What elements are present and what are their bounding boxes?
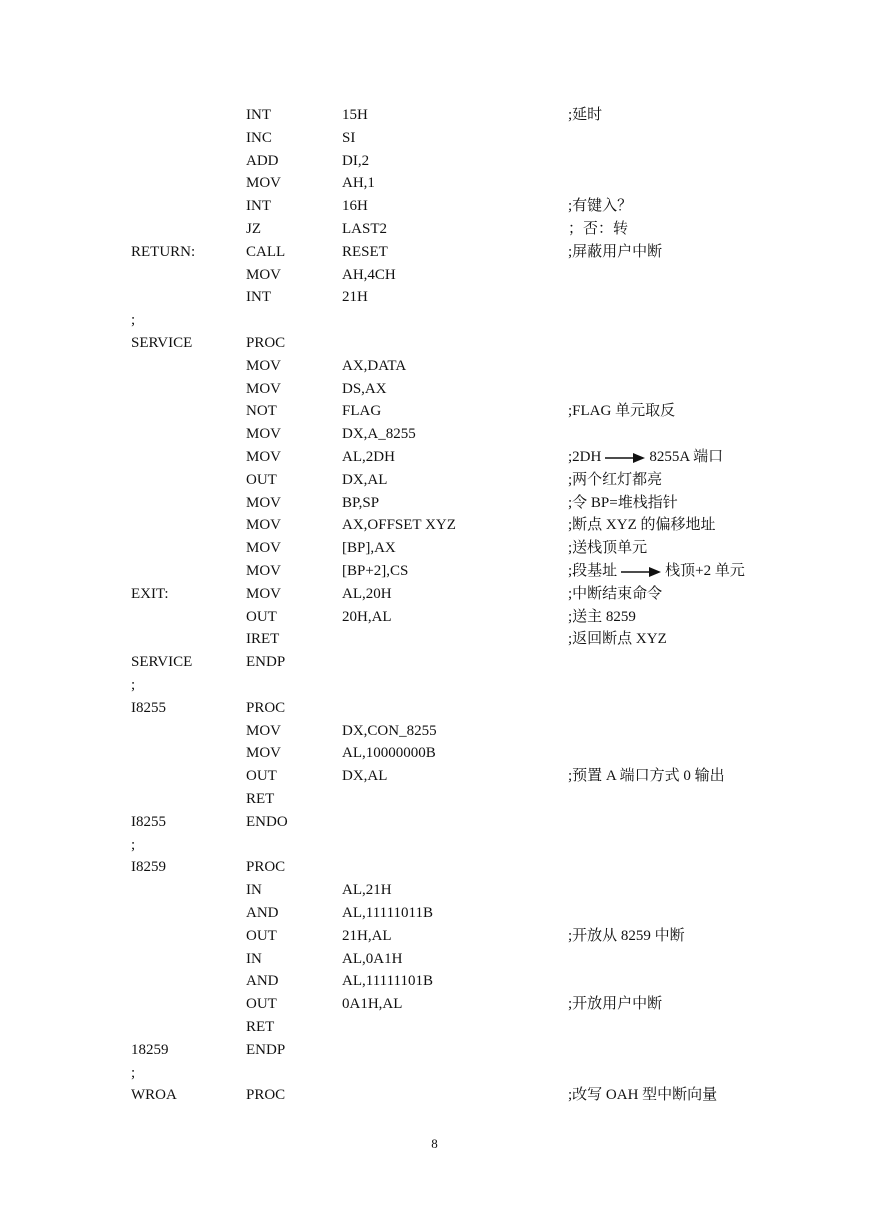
operand: 21H,AL — [342, 927, 392, 944]
comment-text-after: 栈顶+2 单元 — [665, 563, 745, 579]
code-line — [0, 993, 869, 1015]
opcode: OUT — [246, 608, 277, 625]
comment — [568, 218, 628, 240]
line-label: SERVICE — [131, 335, 193, 351]
code-line — [0, 286, 869, 308]
operand: LAST2 — [342, 221, 387, 237]
opcode: MOV — [246, 266, 282, 283]
comment-text: ;段基址 — [568, 563, 618, 579]
comment-text: ;FLAG 单元取反 — [568, 403, 676, 420]
line-label: ; — [131, 677, 136, 693]
opcode: INT — [246, 198, 271, 215]
comment-text: ;改写 OAH 型中断向量 — [568, 1087, 718, 1104]
operand: RESET — [342, 243, 388, 260]
line-label: 18259 — [131, 1041, 169, 1058]
code-line — [0, 1016, 869, 1038]
operand: AL,2DH — [342, 449, 395, 465]
code-line — [0, 492, 869, 514]
opcode: IN — [246, 882, 262, 899]
comment — [568, 537, 647, 559]
operand: BP,SP — [342, 494, 380, 511]
code-line — [0, 788, 869, 810]
comment — [568, 606, 636, 628]
code-line — [0, 742, 869, 764]
code-line — [0, 720, 869, 742]
code-line — [0, 560, 869, 582]
code-line — [0, 902, 869, 924]
comment — [568, 104, 602, 126]
code-line — [0, 1039, 869, 1061]
code-line — [0, 1084, 869, 1106]
code-line — [0, 970, 869, 992]
code-line — [0, 948, 869, 970]
operand: AH,1 — [342, 175, 375, 192]
code-line — [0, 514, 869, 536]
code-line — [0, 172, 869, 194]
code-line — [0, 104, 869, 126]
line-label: RETURN: — [131, 243, 196, 260]
opcode: PROC — [246, 1087, 286, 1104]
code-line — [0, 879, 869, 901]
comment — [568, 195, 632, 217]
opcode: MOV — [246, 585, 282, 602]
comment — [568, 925, 685, 947]
comment — [568, 560, 745, 582]
comment — [568, 241, 662, 263]
operand: AX,DATA — [342, 357, 407, 374]
opcode: AND — [246, 973, 279, 990]
comment-text: ;屏蔽用户中断 — [568, 243, 663, 260]
code-line — [0, 423, 869, 445]
line-label: SERVICE — [131, 654, 193, 671]
opcode: INT — [246, 107, 271, 123]
code-line — [0, 674, 869, 696]
code-line — [0, 811, 869, 833]
operand: AL,11111011B — [342, 905, 433, 921]
code-line — [0, 195, 869, 217]
opcode: AND — [246, 905, 279, 921]
operand: [BP+2],CS — [342, 563, 409, 579]
opcode: CALL — [246, 243, 286, 260]
operand: DI,2 — [342, 152, 370, 169]
code-line — [0, 765, 869, 787]
line-label: ; — [131, 1064, 136, 1081]
comment-text: ;2DH — [568, 449, 602, 465]
operand: 20H,AL — [342, 608, 392, 625]
comment-text: ;有键入？ — [568, 198, 633, 215]
operand: DX,AL — [342, 768, 388, 785]
comment — [568, 1084, 717, 1106]
opcode: JZ — [246, 221, 261, 237]
opcode: MOV — [246, 449, 282, 465]
comment-text: ;开放用户中断 — [568, 996, 663, 1013]
opcode: RET — [246, 1019, 275, 1035]
opcode: PROC — [246, 335, 286, 351]
comment-text: ;开放从 8259 中断 — [568, 927, 685, 944]
line-label: EXIT: — [131, 585, 169, 602]
comment-text: ；否：转 — [568, 221, 629, 237]
operand: AL,10000000B — [342, 745, 436, 762]
opcode: NOT — [246, 403, 277, 420]
operand: AL,20H — [342, 585, 392, 602]
code-line — [0, 606, 869, 628]
opcode: MOV — [246, 426, 282, 443]
operand: 21H — [342, 289, 368, 306]
opcode: PROC — [246, 859, 286, 876]
comment-text-after: 8255A 端口 — [649, 449, 724, 465]
comment — [568, 446, 723, 468]
code-line — [0, 400, 869, 422]
opcode: MOV — [246, 380, 282, 397]
code-line — [0, 697, 869, 719]
operand: 0A1H,AL — [342, 996, 403, 1013]
comment — [568, 765, 725, 787]
opcode: MOV — [246, 722, 282, 739]
operand: FLAG — [342, 403, 382, 420]
comment — [568, 492, 678, 514]
line-label: ; — [131, 312, 136, 329]
code-line — [0, 834, 869, 856]
opcode: MOV — [246, 494, 282, 511]
code-line — [0, 332, 869, 354]
code-line — [0, 856, 869, 878]
operand: AL,21H — [342, 882, 392, 899]
comment — [568, 514, 716, 536]
right-arrow-icon — [619, 566, 663, 578]
operand: AH,4CH — [342, 266, 396, 283]
code-line — [0, 537, 869, 559]
code-line — [0, 446, 869, 468]
operand: AL,0A1H — [342, 950, 403, 967]
opcode: INT — [246, 289, 271, 306]
operand: 15H — [342, 107, 368, 123]
comment — [568, 583, 662, 605]
code-line — [0, 150, 869, 172]
line-label: I8259 — [131, 859, 166, 876]
comment-text: ;返回断点 XYZ — [568, 631, 667, 648]
code-line — [0, 264, 869, 286]
code-line — [0, 241, 869, 263]
operand: DS,AX — [342, 380, 387, 397]
opcode: MOV — [246, 540, 282, 557]
code-line — [0, 127, 869, 149]
opcode: ENDP — [246, 1041, 286, 1058]
code-line — [0, 1062, 869, 1084]
opcode: PROC — [246, 699, 286, 716]
comment-text: ;送栈顶单元 — [568, 540, 648, 557]
operand: AX,OFFSET XYZ — [342, 517, 456, 534]
code-line — [0, 628, 869, 650]
opcode: IN — [246, 950, 262, 967]
comment-text: ;断点 XYZ 的偏移地址 — [568, 517, 716, 534]
opcode: OUT — [246, 927, 277, 944]
opcode: MOV — [246, 517, 282, 534]
opcode: OUT — [246, 996, 277, 1013]
line-label: I8255 — [131, 699, 166, 716]
operand: SI — [342, 129, 356, 146]
comment-text: ;预置 A 端口方式 0 输出 — [568, 768, 725, 785]
line-label: WROA — [131, 1087, 177, 1104]
opcode: OUT — [246, 471, 277, 488]
opcode: IRET — [246, 631, 280, 648]
opcode: MOV — [246, 745, 282, 762]
code-line — [0, 651, 869, 673]
code-line — [0, 469, 869, 491]
opcode: MOV — [246, 563, 282, 579]
opcode: MOV — [246, 175, 282, 192]
opcode: RET — [246, 791, 275, 807]
operand: DX,A_8255 — [342, 426, 416, 443]
code-line — [0, 309, 869, 331]
code-line — [0, 378, 869, 400]
opcode: OUT — [246, 768, 277, 785]
comment-text: ;两个红灯都亮 — [568, 471, 663, 488]
operand: AL,11111101B — [342, 973, 433, 990]
comment-text: ;令 BP=堆栈指针 — [568, 494, 678, 511]
opcode: ENDO — [246, 813, 288, 830]
line-label: I8255 — [131, 813, 166, 830]
operand: 16H — [342, 198, 368, 215]
opcode: ENDP — [246, 654, 286, 671]
operand: DX,AL — [342, 471, 388, 488]
right-arrow-icon — [603, 452, 647, 464]
operand: DX,CON_8255 — [342, 722, 437, 739]
comment — [568, 469, 662, 491]
code-line — [0, 355, 869, 377]
comment — [568, 628, 667, 650]
comment-text: ;延时 — [568, 107, 603, 123]
opcode: INC — [246, 129, 272, 146]
comment-text: ;送主 8259 — [568, 608, 636, 625]
opcode: ADD — [246, 152, 279, 169]
line-label: ; — [131, 836, 136, 853]
comment-text: ;中断结束命令 — [568, 585, 663, 602]
comment — [568, 993, 662, 1015]
code-line — [0, 583, 869, 605]
code-line — [0, 218, 869, 240]
operand: [BP],AX — [342, 540, 396, 557]
comment — [568, 400, 675, 422]
page-number: 8 — [431, 1136, 438, 1151]
opcode: MOV — [246, 357, 282, 374]
code-line — [0, 925, 869, 947]
